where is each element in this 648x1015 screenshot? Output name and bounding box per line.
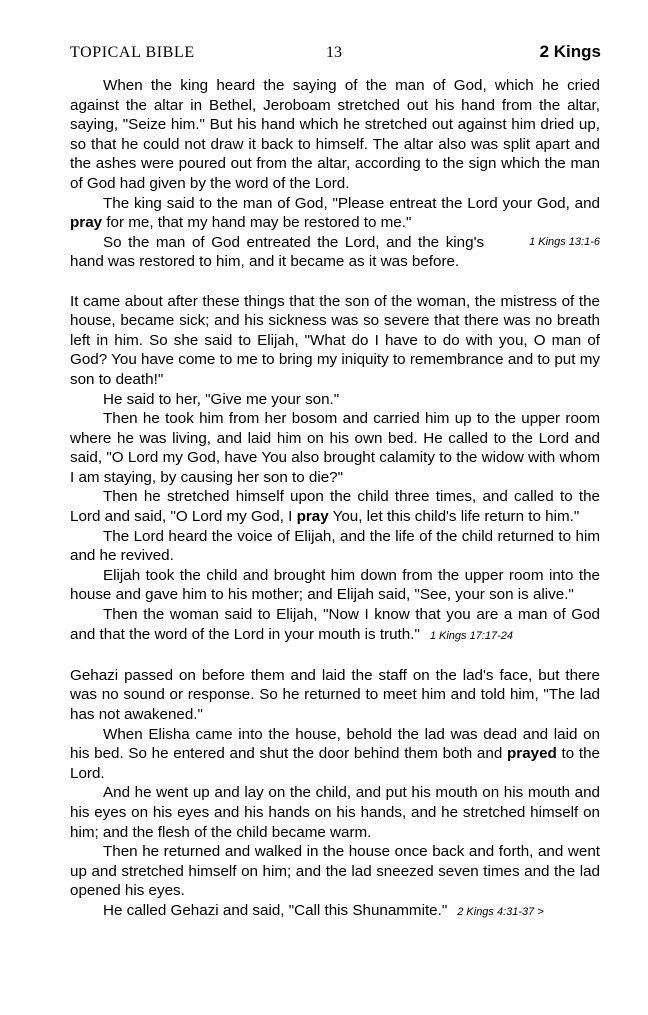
passage-paragraph xyxy=(70,292,600,390)
text-run: Then the woman said to Elijah, "Now I know that you are a man of God and that the word of the Lord in your mouth is truth." xyxy=(70,606,600,643)
page-number: 13 xyxy=(326,44,342,61)
passage-paragraph xyxy=(70,76,600,194)
passage-paragraph xyxy=(70,901,600,923)
text-run: He said to her, "Give me your son." xyxy=(103,390,340,408)
passage-paragraph xyxy=(70,842,600,901)
passage-paragraph xyxy=(70,527,600,566)
text-run: When the king heard the saying of the man of God, which he cried against the altar in Bethel, Jeroboam stretched out his hand from the altar, saying, "Seize him." But his hand which he stretched out against him dried up, so that he could not draw it back to himself. The altar also was split apart and the ashes were poured out from the altar, according to the sign which the man of God had given by the word of the Lord. xyxy=(70,77,600,192)
passage-paragraph xyxy=(70,605,600,646)
scripture-reference: 2 Kings 4:31-37 > xyxy=(457,905,544,918)
passage-paragraph xyxy=(70,233,600,272)
passage-paragraph xyxy=(70,409,600,487)
text-run: to the Lord. xyxy=(70,745,601,782)
text-run: Gehazi passed on before them and laid the staff on the lad's face, but there was no sound or response. So he returned to meet him and told him, "The lad has not awakened." xyxy=(70,666,600,723)
text-run: He called Gehazi and said, "Call this Shunammite." xyxy=(103,901,448,919)
running-title: TOPICAL BIBLE xyxy=(70,44,195,61)
text-run: Then he returned and walked in the house once back and forth, and went up and stretched himself on him; and the lad sneezed seven times and the lad opened his eyes. xyxy=(70,843,600,900)
scripture-passage xyxy=(70,666,600,923)
text-run: Then he stretched himself upon the child three times, and called to the Lord and said, "O Lord my God, I xyxy=(70,488,600,526)
emphasized-word: pray xyxy=(70,214,103,232)
passage-paragraph xyxy=(70,390,600,410)
emphasized-word: prayed xyxy=(507,745,557,763)
emphasized-word: pray xyxy=(296,508,329,526)
passage-paragraph xyxy=(70,783,600,842)
text-run: It came about after these things that the son of the woman, the mistress of the house, became sick; and his sickness was so severe that there was no breath left in him. So she said to Elijah, "What do I have to do with you, O man of God? You have come to me to bring my iniquity to remembrance and to put my son to death!" xyxy=(70,292,600,388)
text-run: Elijah took the child and brought him down from the upper room into the house and gave him to his mother; and Elijah said, "See, your son is alive." xyxy=(70,566,600,604)
passage-paragraph xyxy=(70,666,600,725)
passage-paragraph xyxy=(70,566,600,605)
text-run: When Elisha came into the house, behold the lad was dead and laid on his bed. So he entered and shut the door behind them both and xyxy=(70,725,600,763)
text-run: The king said to the man of God, "Please entreat the Lord your God, and xyxy=(103,194,600,212)
text-run: So the man of God entreated the Lord, and the king's hand was restored to him, and it became as it was before. xyxy=(70,233,485,271)
passage-paragraph xyxy=(70,194,600,233)
book-title: 2 Kings xyxy=(539,42,601,61)
passage-paragraph xyxy=(70,725,600,784)
passage-paragraph xyxy=(70,487,600,526)
scripture-reference: 1 Kings 17:17-24 xyxy=(429,629,514,642)
scripture-passage xyxy=(70,76,600,272)
text-run: Then he took him from her bosom and carried him up to the upper room where he was living, and laid him on his own bed. He called to the Lord and said, "O Lord my God, have You also brought calamity to the widow with whom I am staying, by causing her son to die?" xyxy=(70,410,600,486)
text-run: The Lord heard the voice of Elijah, and the life of the child returned to him and he revived. xyxy=(70,527,600,565)
text-run: And he went up and lay on the child, and put his mouth on his mouth and his eyes on his eyes and his hands on his hands, and he stretched himself on him; and the flesh of the child became warm. xyxy=(70,784,600,841)
page-header xyxy=(70,42,601,64)
page-content xyxy=(70,76,600,942)
scripture-reference: 1 Kings 13:1-6 xyxy=(529,235,600,248)
text-run: You, let this child's life return to him." xyxy=(328,508,580,526)
scripture-passage xyxy=(70,292,600,647)
text-run: for me, that my hand may be restored to me." xyxy=(102,214,412,232)
